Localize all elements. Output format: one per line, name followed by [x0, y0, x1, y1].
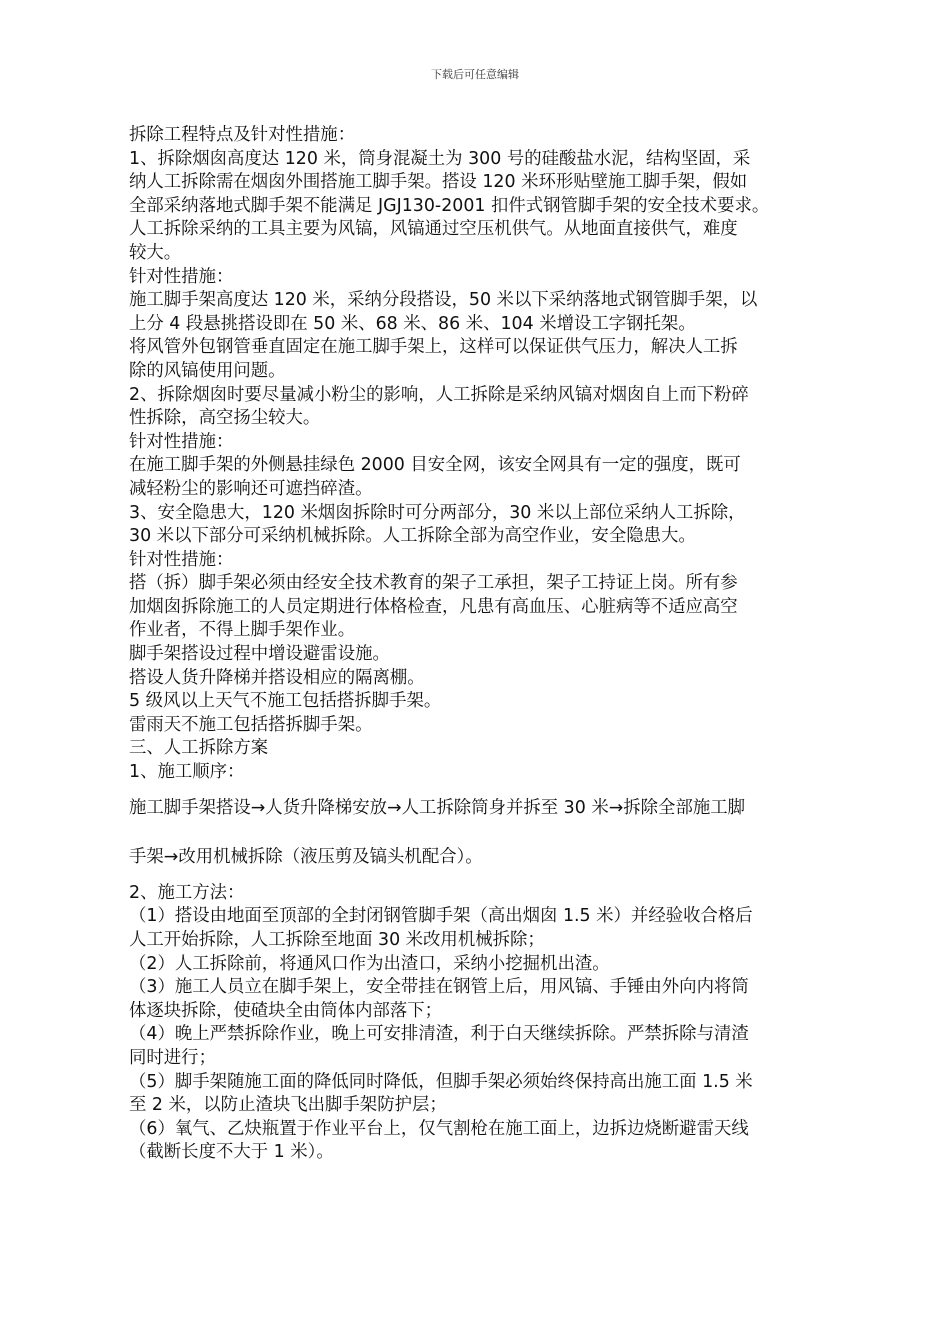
text-line: 1、施工顺序： [129, 762, 245, 783]
text-line: 性拆除，高空扬尘较大。 [129, 408, 321, 429]
sequence-line: 施工脚手架搭设→人货升降梯安放→人工拆除筒身并拆至 30 米→拆除全部施工脚 [129, 797, 746, 818]
text-line: （4）晚上严禁拆除作业，晚上可安排清渣，利于白天继续拆除。严禁拆除与清渣 [129, 1024, 749, 1045]
section-b [129, 882, 829, 1165]
text-line: 雷雨天不施工包括搭拆脚手架。 [129, 714, 373, 735]
text-line: 人工拆除采纳的工具主要为风镐，风镐通过空压机供气。从地面直接供气，难度 [129, 219, 738, 240]
text-line: 施工脚手架高度达 120 米，采纳分段搭设，50 米以下采纳落地式钢管脚手架，以 [129, 290, 758, 311]
text-line: 1、拆除烟囱高度达 120 米，筒身混凝土为 300 号的硅酸盐水泥，结构坚固，采 [129, 148, 751, 169]
text-line: 针对性措施： [129, 266, 234, 287]
text-line: （2）人工拆除前，将通风口作为出渣口，采纳小挖掘机出渣。 [129, 953, 610, 974]
text-line: 较大。 [129, 242, 182, 263]
text-line: 加烟囱拆除施工的人员定期进行体格检查，凡患有高血压、心脏病等不适应高空 [129, 596, 738, 617]
text-line: （截断长度不大于 1 米）。 [129, 1142, 334, 1163]
text-line: 搭（拆）脚手架必须由经安全技术教育的架子工承担，架子工持证上岗。所有参 [129, 573, 738, 594]
text-line: （6）氧气、乙炔瓶置于作业平台上，仅气割枪在施工面上，边拆边烧断避雷天线 [129, 1118, 749, 1139]
text-line: 将风管外包钢管垂直固定在施工脚手架上，这样可以保证供气压力，解决人工拆 [129, 337, 738, 358]
text-line: 2、拆除烟囱时要尽量减小粉尘的影响，人工拆除是采纳风镐对烟囱自上而下粉碎 [129, 384, 749, 405]
text-line: 人工开始拆除，人工拆除至地面 30 米改用机械拆除； [129, 930, 545, 950]
document-body [129, 124, 829, 1165]
text-line: 全部采纳落地式脚手架不能满足 JGJ130-2001 扣件式钢管脚手架的安全技术要求。 [129, 195, 770, 216]
text-line: 在施工脚手架的外侧悬挂绿色 2000 目安全网，该安全网具有一定的强度，既可 [129, 455, 741, 476]
text-line: 同时进行； [129, 1047, 216, 1068]
sequence-line: 手架→改用机械拆除（液压剪及镐头机配合）。 [129, 847, 483, 868]
text-line: 体逐块拆除，使碴块全由筒体内部落下； [129, 1000, 443, 1021]
text-line: 3、安全隐患大，120 米烟囱拆除时可分两部分，30 米以上部位采纳人工拆除， [129, 502, 746, 523]
section-a [129, 124, 829, 785]
text-line: （3）施工人员立在脚手架上，安全带挂在钢管上后，用风镐、手锤由外向内将筒 [129, 977, 749, 998]
text-line: 拆除工程特点及针对性措施： [129, 125, 356, 145]
text-line: 减轻粉尘的影响还可遮挡碎渣。 [129, 478, 373, 499]
text-line: 纳人工拆除需在烟囱外围搭施工脚手架。搭设 120 米环形贴壁施工脚手架，假如 [129, 172, 748, 193]
text-line: 三、人工拆除方案 [129, 738, 269, 759]
text-line: 针对性措施： [129, 431, 234, 452]
text-line: （1）搭设由地面至顶部的全封闭钢管脚手架（高出烟囱 1.5 米）并经验收合格后 [129, 906, 753, 927]
page-header-note: 下载后可任意编辑 [431, 68, 519, 81]
text-line: 上分 4 段悬挑搭设即在 50 米、68 米、86 米、104 米增设工字钢托架。 [129, 313, 696, 334]
text-line: 搭设人货升降梯并搭设相应的隔离棚。 [129, 667, 425, 688]
text-line: 作业者，不得上脚手架作业。 [129, 620, 356, 641]
text-line: 针对性措施： [129, 549, 234, 570]
text-line: 至 2 米，以防止渣块飞出脚手架防护层； [129, 1095, 447, 1116]
text-line: 脚手架搭设过程中增设避雷设施。 [129, 644, 390, 665]
text-line: 除的风镐使用问题。 [129, 360, 286, 381]
text-line: 30 米以下部分可采纳机械拆除。人工拆除全部为高空作业，安全隐患大。 [129, 526, 696, 547]
text-line: （5）脚手架随施工面的降低同时降低，但脚手架必须始终保持高出施工面 1.5 米 [129, 1071, 753, 1092]
text-line: 2、施工方法： [129, 882, 245, 903]
construction-sequence [129, 797, 829, 870]
text-line: 5 级风以上天气不施工包括搭拆脚手架。 [129, 691, 442, 712]
